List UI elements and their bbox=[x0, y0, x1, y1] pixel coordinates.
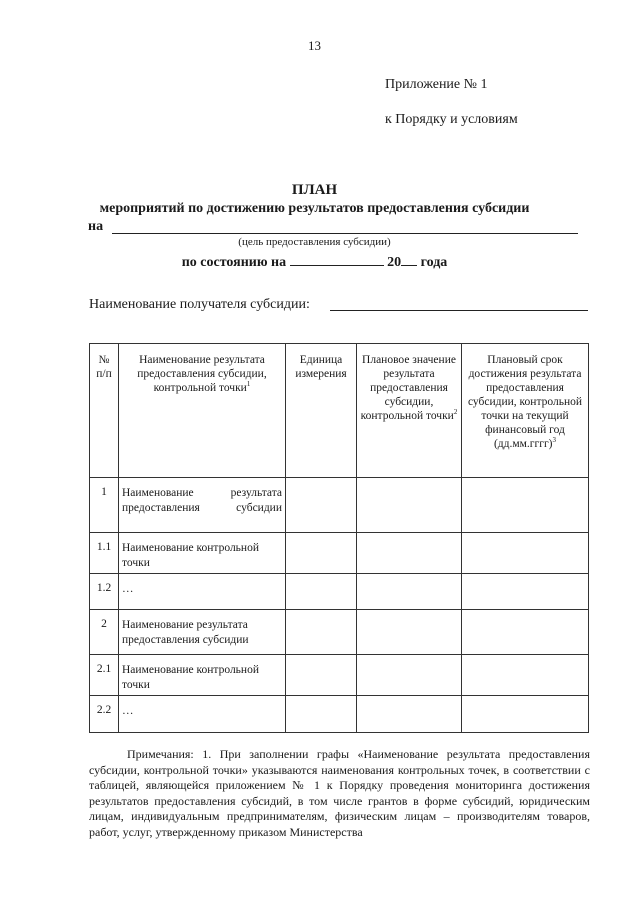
row-unit-cell bbox=[286, 574, 357, 610]
document-title: ПЛАН bbox=[291, 182, 338, 198]
header-num: № п/п bbox=[90, 344, 119, 478]
document-subtitle: мероприятий по достижению результатов предоставления субсидии bbox=[99, 201, 530, 216]
row-value-cell bbox=[357, 610, 462, 655]
plan-table bbox=[89, 343, 589, 733]
table-row bbox=[90, 478, 589, 533]
row-name: Наименование контрольной точки bbox=[119, 533, 286, 574]
row-unit-cell bbox=[286, 696, 357, 733]
row-unit-cell bbox=[286, 610, 357, 655]
row-num: 2.2 bbox=[90, 696, 119, 733]
header-planned-date-footnote: 3 bbox=[552, 436, 557, 445]
row-num: 2 bbox=[90, 610, 119, 655]
goal-blank-line bbox=[112, 233, 578, 234]
row-name: Наименование результата предоставления субсидии bbox=[119, 478, 286, 533]
header-name-footnote: 1 bbox=[246, 380, 251, 389]
row-unit-cell bbox=[286, 655, 357, 696]
appendix-line-1: Приложение № 1 bbox=[385, 77, 488, 92]
goal-prefix-label: на bbox=[88, 219, 104, 234]
row-num: 1.1 bbox=[90, 533, 119, 574]
date-line bbox=[0, 253, 629, 271]
row-date-cell bbox=[462, 610, 589, 655]
goal-caption: (цель предоставления субсидии) bbox=[238, 236, 391, 248]
header-unit: Единица измерения bbox=[286, 344, 357, 478]
page-number: 13 bbox=[308, 38, 321, 53]
year-blank bbox=[401, 253, 417, 266]
header-planned-value bbox=[357, 344, 462, 478]
year-prefix: 20 bbox=[387, 255, 402, 270]
row-name: … bbox=[119, 696, 286, 733]
table-row bbox=[90, 696, 589, 733]
date-prefix: по состоянию на bbox=[181, 255, 287, 270]
date-suffix: года bbox=[420, 255, 448, 270]
appendix-header bbox=[385, 76, 518, 128]
row-date-cell bbox=[462, 574, 589, 610]
table-row bbox=[90, 655, 589, 696]
row-value-cell bbox=[357, 478, 462, 533]
notes-paragraph bbox=[89, 747, 590, 840]
table-row bbox=[90, 533, 589, 574]
header-planned-date bbox=[462, 344, 589, 478]
row-date-cell bbox=[462, 478, 589, 533]
header-name-text: Наименование результата предоставления субсидии, контрольной точки bbox=[137, 354, 267, 394]
row-value-cell bbox=[357, 655, 462, 696]
row-num: 1.2 bbox=[90, 574, 119, 610]
date-blank bbox=[290, 253, 384, 266]
table-row bbox=[90, 574, 589, 610]
row-value-cell bbox=[357, 696, 462, 733]
header-planned-value-text: Плановое значение результата предоставления субсидии, контрольной точки bbox=[360, 354, 456, 422]
notes-text: Примечания: 1. При заполнении графы «Наименование результата предоставления субсидии, контрольной точки» указываются наименования контрольных точек, в соответствии с таблицей, являющейся приложением № 1 к Порядку проведения мониторинга достижения результатов предоставления субсидий, в том числе грантов в форме субсидий, юридическим лицам, индивидуальным предпринимателям, физическим лицам – производителям товаров, работ, услуг, утвержденному приказом Министерства bbox=[89, 747, 590, 839]
row-unit-cell bbox=[286, 533, 357, 574]
row-value-cell bbox=[357, 574, 462, 610]
header-planned-date-text: Плановый срок достижения результата предоставления субсидии, контрольной точки на текущий финансовый год (дд.мм.гггг) bbox=[467, 354, 583, 450]
header-name bbox=[119, 344, 286, 478]
row-date-cell bbox=[462, 533, 589, 574]
row-name: Наименование результата предоставления субсидии bbox=[119, 610, 286, 655]
row-unit-cell bbox=[286, 478, 357, 533]
recipient-blank-line bbox=[330, 310, 588, 311]
row-name: Наименование контрольной точки bbox=[119, 655, 286, 696]
appendix-line-2: к Порядку и условиям bbox=[385, 112, 518, 127]
recipient-label: Наименование получателя субсидии: bbox=[89, 297, 310, 312]
row-num: 2.1 bbox=[90, 655, 119, 696]
row-num: 1 bbox=[90, 478, 119, 533]
table-header-row bbox=[90, 344, 589, 478]
row-date-cell bbox=[462, 696, 589, 733]
row-name: … bbox=[119, 574, 286, 610]
header-planned-value-footnote: 2 bbox=[453, 408, 458, 417]
row-date-cell bbox=[462, 655, 589, 696]
row-value-cell bbox=[357, 533, 462, 574]
table-row bbox=[90, 610, 589, 655]
